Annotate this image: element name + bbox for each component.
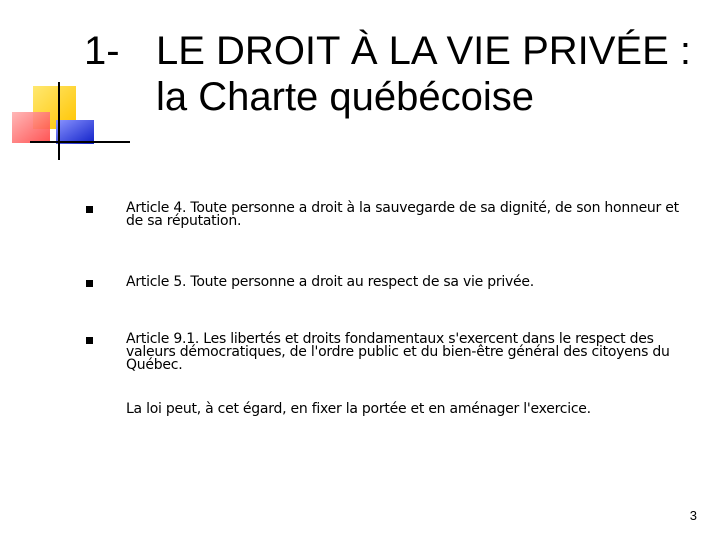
title-heading: LE DROIT À LA VIE PRIVÉE : xyxy=(156,29,692,73)
article-label: Article 5. xyxy=(126,274,187,290)
page-number: 3 xyxy=(689,508,697,523)
bullet-square-icon xyxy=(86,206,93,213)
bullet-text xyxy=(126,333,696,372)
article-label: Article 9.1. xyxy=(126,331,200,347)
continuation-paragraph: La loi peut, à cet égard, en fixer la portée et en aménager l'exercice. xyxy=(126,401,591,417)
title-line-2: la Charte québécoise xyxy=(156,75,535,119)
article-body: Toute personne a droit à la sauvegarde de sa dignité, de son honneur et de sa réputation. xyxy=(126,200,679,229)
bullet-square-icon xyxy=(86,280,93,287)
bullet-square-icon xyxy=(86,337,93,344)
title-number: 1- xyxy=(84,29,120,73)
article-body: Les libertés et droits fondamentaux s'exercent dans le respect des valeurs démocratiques, de l'ordre public et du bien-être général des citoyens du Québec. xyxy=(126,331,670,373)
article-label: Article 4. xyxy=(126,200,187,216)
bullet-text xyxy=(126,202,696,228)
bullet-text xyxy=(126,276,696,289)
article-body: Toute personne a droit au respect de sa vie privée. xyxy=(186,274,534,290)
